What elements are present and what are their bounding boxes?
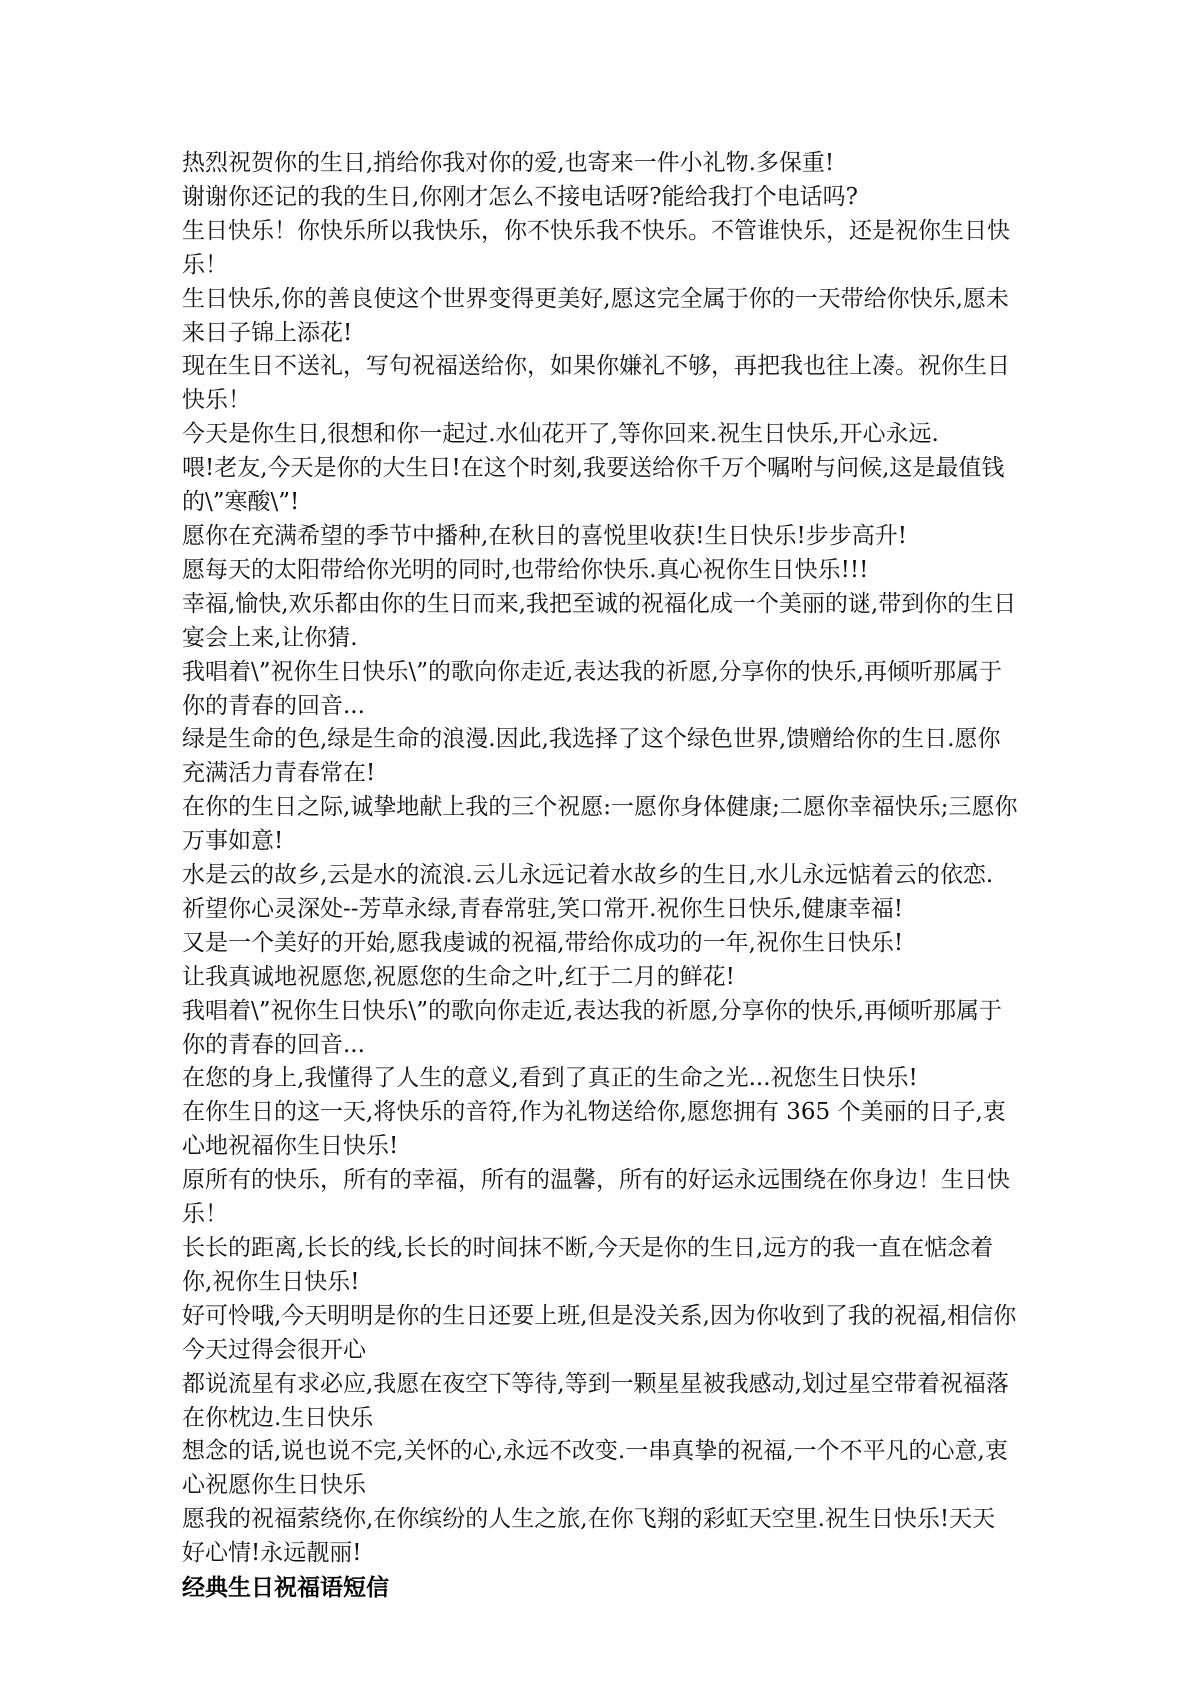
wish-paragraph: 愿我的祝福萦绕你,在你缤纷的人生之旅,在你飞翔的彩虹天空里.祝生日快乐!天天好心情!永远靓丽!	[182, 1506, 996, 1567]
wish-paragraph: 在你的生日之际,诚挚地献上我的三个祝愿:一愿你身体健康;二愿你幸福快乐;三愿你万事如意!	[182, 794, 1018, 855]
wish-paragraph: 今天是你生日,很想和你一起过.水仙花开了,等你回来.祝生日快乐,开心永远.	[182, 421, 939, 448]
wish-paragraph: 长长的距离,长长的线,长长的时间抹不断,今天是你的生日,远方的我一直在惦念着你,祝你生日快乐!	[182, 1235, 994, 1295]
wish-paragraph: 让我真诚地祝愿您,祝愿您的生命之叶,红于二月的鲜花!	[182, 963, 735, 990]
wish-paragraph: 好可怜哦,今天明明是你的生日还要上班,但是没关系,因为你收到了我的祝福,相信你今天过得会很开心	[182, 1302, 1017, 1363]
wish-paragraph: 喂!老友,今天是你的大生日!在这个时刻,我要送给你千万个嘱咐与问候,这是最值钱的\”寒酸\”!	[182, 455, 1005, 516]
wish-paragraph: 愿每天的太阳带给你光明的同时,也带给你快乐.真心祝你生日快乐!!!	[182, 556, 869, 583]
wish-paragraph: 生日快乐！你快乐所以我快乐，你不快乐我不快乐。不管谁快乐，还是祝你生日快乐！	[182, 217, 1010, 278]
document-body	[182, 147, 1018, 1605]
wish-paragraph: 都说流星有求必应,我愿在夜空下等待,等到一颗星星被我感动,划过星空带着祝福落在你枕边.生日快乐	[182, 1370, 1009, 1431]
wish-paragraph: 又是一个美好的开始,愿我虔诚的祝福,带给你成功的一年,祝你生日快乐!	[182, 929, 904, 956]
wish-paragraph: 在您的身上,我懂得了人生的意义,看到了真正的生命之光...祝您生日快乐!	[182, 1065, 918, 1092]
wish-paragraph: 谢谢你还记的我的生日,你刚才怎么不接电话呀?能给我打个电话吗?	[182, 183, 858, 210]
wish-paragraph: 现在生日不送礼，写句祝福送给你，如果你嫌礼不够，再把我也往上凑。祝你生日快乐！	[182, 353, 1010, 414]
wish-paragraph: 热烈祝贺你的生日,捎给你我对你的爱,也寄来一件小礼物.多保重!	[182, 150, 835, 176]
wish-paragraph: 水是云的故乡,云是水的流浪.云儿永远记着水故乡的生日,水儿永远惦着云的依恋.	[182, 862, 994, 889]
wish-paragraph: 绿是生命的色,绿是生命的浪漫.因此,我选择了这个绿色世界,馈赠给你的生日.愿你充满活力青春常在!	[182, 726, 1001, 787]
wish-paragraph: 我唱着\”祝你生日快乐\”的歌向你走近,表达我的祈愿,分享你的快乐,再倾听那属于你的青春的回音...	[182, 997, 1002, 1058]
wish-paragraph: 在你生日的这一天,将快乐的音符,作为礼物送给你,愿您拥有 365 个美丽的日子,衷心地祝福你生日快乐!	[182, 1099, 1006, 1160]
wish-paragraph: 祈望你心灵深处--芳草永绿,青春常驻,笑口常开.祝你生日快乐,健康幸福!	[182, 895, 904, 922]
wish-paragraph: 幸福,愉快,欢乐都由你的生日而来,我把至诚的祝福化成一个美丽的谜,带到你的生日宴会上来,让你猜.	[182, 590, 1017, 651]
wish-paragraph: 我唱着\”祝你生日快乐\”的歌向你走近,表达我的祈愿,分享你的快乐,再倾听那属于你的青春的回音...	[182, 658, 1002, 719]
wish-paragraph: 想念的话,说也说不完,关怀的心,永远不改变.一串真挚的祝福,一个不平凡的心意,衷心祝愿你生日快乐	[182, 1438, 1008, 1499]
wish-paragraph: 原所有的快乐，所有的幸福，所有的温馨，所有的好运永远围绕在你身边！生日快乐！	[182, 1167, 1010, 1228]
wish-paragraph: 生日快乐,你的善良使这个世界变得更美好,愿这完全属于你的一天带给你快乐,愿未来日子锦上添花!	[182, 285, 1009, 346]
section-heading: 经典生日祝福语短信	[182, 1575, 389, 1602]
wish-paragraph: 愿你在充满希望的季节中播种,在秋日的喜悦里收获!生日快乐!步步高升!	[182, 522, 908, 549]
